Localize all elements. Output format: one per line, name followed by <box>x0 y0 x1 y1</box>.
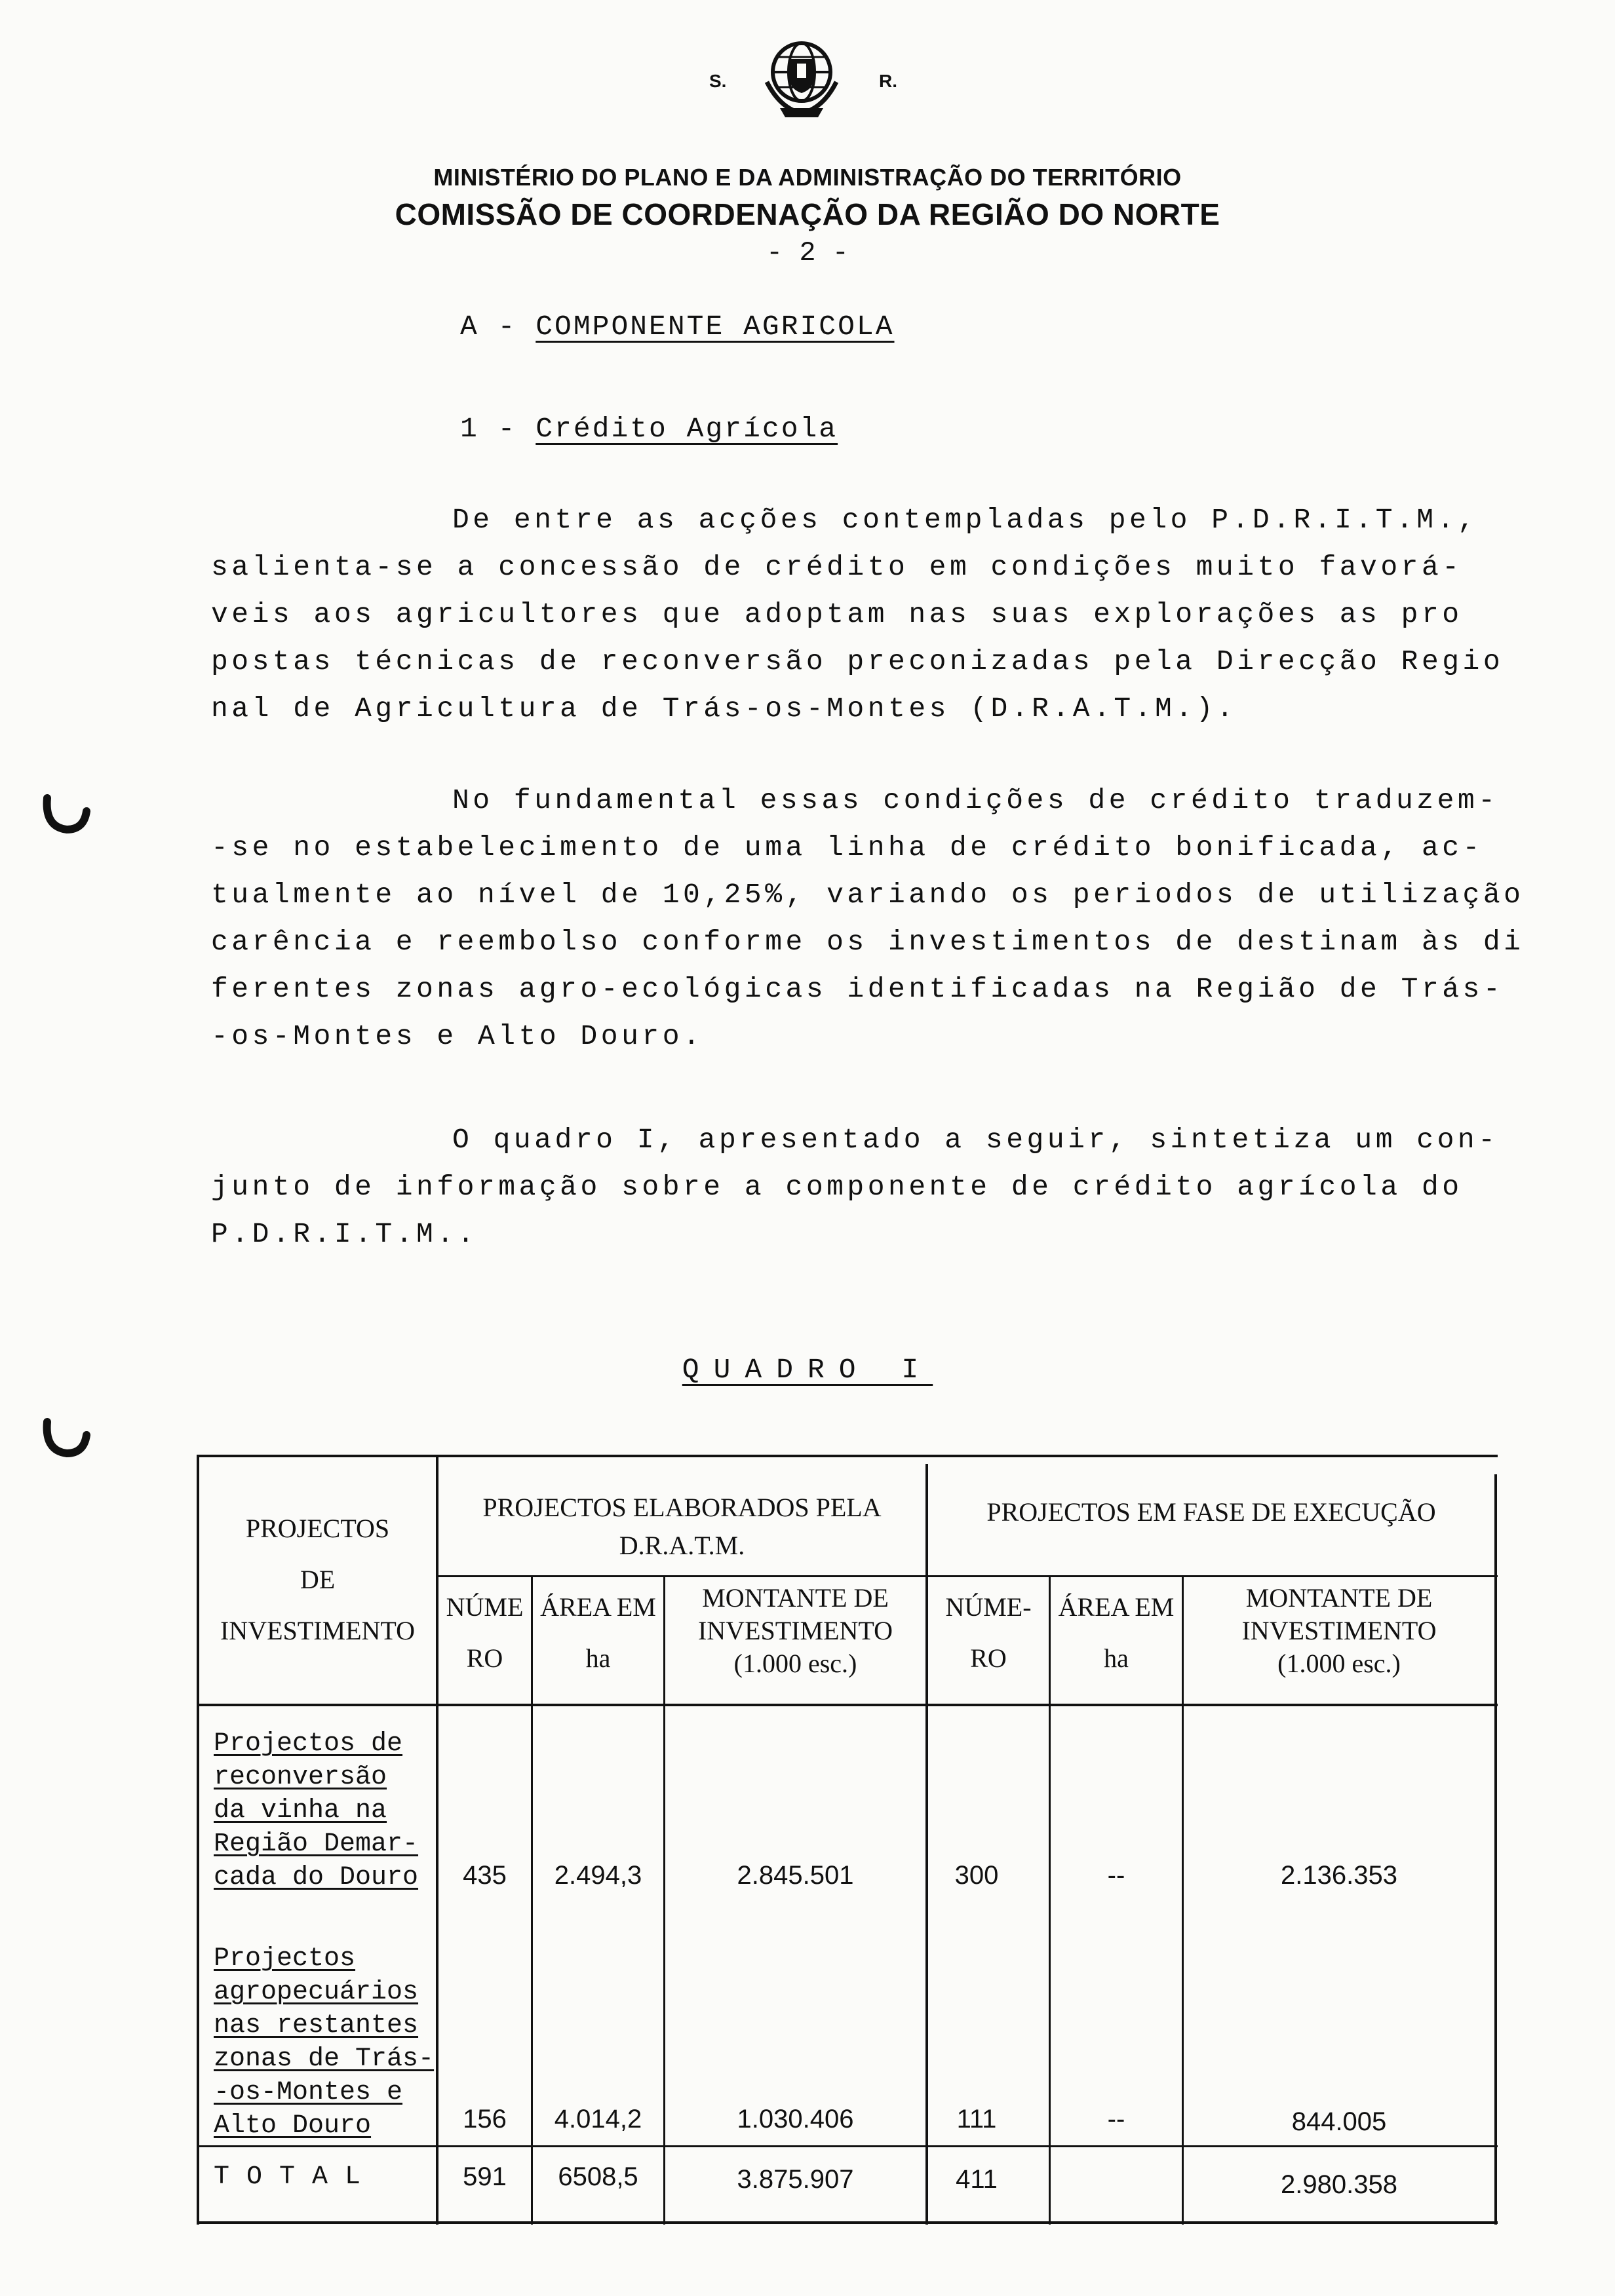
row-label-line: reconversão <box>214 1763 387 1792</box>
header-line: INVESTIMENTO <box>220 1616 415 1645</box>
subsection-heading <box>460 413 838 445</box>
paragraph-line: junto de informação sobre a componente de crédito agrícola do <box>211 1171 1463 1203</box>
paragraph-line: veis aos agricultores que adoptam nas suas explorações as pro <box>211 598 1463 630</box>
row-2-numero-a: 156 <box>463 2105 507 2133</box>
paragraph-line: nal de Agricultura de Trás-os-Montes (D.R.A.T.M.). <box>211 693 1237 725</box>
header-line: MONTANTE DE <box>1245 1583 1433 1613</box>
paragraph-line: postas técnicas de reconversão preconizadas pela Direcção Regio <box>211 645 1504 678</box>
paragraph-line: De entre as acções contempladas pelo P.D.R.I.T.M., <box>452 504 1479 536</box>
page-number: - 2 - <box>766 237 849 269</box>
row-2-area-b: -- <box>1107 2105 1125 2133</box>
header-line: D.R.A.T.M. <box>619 1531 745 1560</box>
paragraph-line: salienta-se a concessão de crédito em condições muito favorá- <box>211 551 1463 583</box>
subsection-title: Crédito Agrícola <box>535 413 838 445</box>
row-1-montante-a: 2.845.501 <box>737 1861 854 1890</box>
header-line: DE <box>300 1565 336 1594</box>
row-label-line: Região Demar- <box>214 1829 419 1859</box>
header-projects-col <box>199 1503 436 1656</box>
row-label-line: Projectos de <box>214 1729 403 1759</box>
table-caption-text: QUADRO I <box>682 1354 933 1386</box>
total-numero-a: 591 <box>463 2162 507 2191</box>
row-1-numero-b: 300 <box>954 1861 999 1890</box>
header-group-elaborated <box>438 1489 925 1565</box>
paragraph-line: P.D.R.I.T.M.. <box>211 1218 478 1250</box>
paragraph-line: No fundamental essas condições de crédito traduzem- <box>452 784 1499 816</box>
right-initial: R. <box>879 71 897 91</box>
row-1-numero-a: 435 <box>463 1861 507 1890</box>
header-line: ÁREA EM <box>1058 1592 1175 1622</box>
section-prefix: A - <box>460 311 517 343</box>
header-line: ha <box>1104 1643 1129 1673</box>
header-line: ha <box>585 1643 611 1673</box>
commission-name: COMISSÃO DE COORDENAÇÃO DA REGIÃO DO NORTE <box>395 197 1220 231</box>
punch-hole-icon <box>41 1417 93 1463</box>
row-1-montante-b: 2.136.353 <box>1281 1861 1397 1890</box>
header-line: INVESTIMENTO <box>697 1616 893 1645</box>
paragraph-3 <box>211 1117 1499 1258</box>
total-label: TOTAL <box>214 2162 378 2192</box>
row-2-montante-a: 1.030.406 <box>737 2105 854 2133</box>
row-label-line: cada do Douro <box>214 1863 419 1892</box>
row-2-montante-b: 844.005 <box>1291 2107 1387 2136</box>
punch-hole-icon <box>41 793 93 839</box>
header-line: NÚME <box>446 1592 524 1622</box>
paragraph-1 <box>211 497 1504 733</box>
investment-table <box>197 1455 1498 2225</box>
header-area-b <box>1051 1582 1182 1684</box>
header-line: MONTANTE DE <box>702 1583 889 1613</box>
left-initial: S. <box>709 71 727 91</box>
row-1-area-b: -- <box>1107 1861 1125 1890</box>
section-title: COMPONENTE AGRICOLA <box>535 311 895 343</box>
header-line: RO <box>466 1643 503 1673</box>
row-label-line: da vinha na <box>214 1796 387 1826</box>
header-line: RO <box>970 1643 1007 1673</box>
row-label-line: nas restantes <box>214 2011 419 2040</box>
paragraph-2 <box>211 777 1525 1060</box>
header-line: (1.000 esc.) <box>733 1649 857 1678</box>
row-2-label <box>214 1942 434 2143</box>
header-line: NÚME- <box>945 1592 1032 1622</box>
header-area-a <box>533 1582 663 1684</box>
header-line: ÁREA EM <box>540 1592 656 1622</box>
paragraph-line: carência e reembolso conforme os investimentos de destinam às di <box>211 926 1525 958</box>
coat-of-arms-icon <box>760 36 843 121</box>
header-line: PROJECTOS ELABORADOS PELA <box>482 1493 882 1522</box>
row-label-line: zonas de Trás- <box>214 2044 435 2074</box>
subsection-prefix: 1 - <box>460 413 517 445</box>
row-label-line: Projectos <box>214 1944 356 1974</box>
row-1-label <box>214 1727 418 1894</box>
total-area-a: 6508,5 <box>558 2162 638 2191</box>
header-montante-a <box>665 1582 925 1680</box>
header-montante-b <box>1184 1582 1494 1680</box>
paragraph-line: ferentes zonas agro-ecológicas identificadas na Região de Trás- <box>211 973 1504 1005</box>
header-line: INVESTIMENTO <box>1241 1616 1437 1645</box>
row-label-line: -os-Montes e <box>214 2078 403 2107</box>
header-numero-a <box>438 1582 531 1684</box>
header-numero-b <box>928 1582 1049 1684</box>
table-caption <box>0 1354 1615 1386</box>
row-1-area-a: 2.494,3 <box>554 1861 642 1890</box>
row-label-line: Alto Douro <box>214 2111 372 2141</box>
row-label-line: agropecuários <box>214 1978 419 2007</box>
row-2-numero-b: 111 <box>956 2105 997 2133</box>
header-group-execution <box>928 1495 1494 1529</box>
header-line: PROJECTOS <box>245 1514 390 1543</box>
ministry-name: MINISTÉRIO DO PLANO E DA ADMINISTRAÇÃO DO TERRITÓRIO <box>433 164 1182 191</box>
total-numero-b: 411 <box>956 2165 998 2194</box>
total-montante-a: 3.875.907 <box>737 2165 854 2194</box>
paragraph-line: -se no estabelecimento de uma linha de crédito bonificada, ac- <box>211 832 1483 864</box>
row-2-area-a: 4.014,2 <box>554 2105 642 2133</box>
paragraph-line: tualmente ao nível de 10,25%, variando os periodos de utilização <box>211 879 1525 911</box>
header-line: PROJECTOS EM FASE DE EXECUÇÃO <box>986 1497 1436 1527</box>
section-heading <box>460 311 895 343</box>
paragraph-line: -os-Montes e Alto Douro. <box>211 1020 704 1052</box>
total-montante-b: 2.980.358 <box>1281 2170 1397 2199</box>
header-line: (1.000 esc.) <box>1277 1649 1401 1678</box>
paragraph-line: O quadro I, apresentado a seguir, sintetiza um con- <box>452 1124 1499 1156</box>
